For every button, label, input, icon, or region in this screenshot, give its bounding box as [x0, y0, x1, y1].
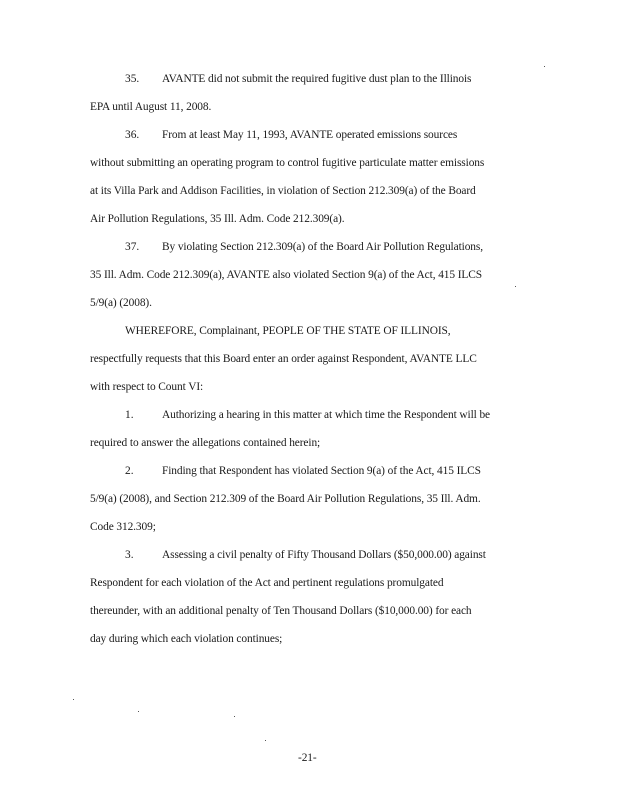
request-3-line: day during which each violation continues;	[90, 633, 283, 645]
request-2-line: Finding that Respondent has violated Section 9(a) of the Act, 415 ILCS	[162, 465, 481, 477]
paragraph-36-number: 36.	[125, 129, 140, 141]
request-1-line: required to answer the allegations contained herein;	[90, 437, 321, 449]
scan-speck	[515, 286, 516, 287]
paragraph-36-line: From at least May 11, 1993, AVANTE operated emissions sources	[162, 129, 458, 141]
wherefore-line: with respect to Count VI:	[90, 381, 204, 393]
paragraph-37-line: By violating Section 212.309(a) of the Board Air Pollution Regulations,	[162, 241, 483, 253]
paragraph-37-line: 35 Ill. Adm. Code 212.309(a), AVANTE also violated Section 9(a) of the Act, 415 ILCS	[90, 269, 483, 281]
paragraph-35-number: 35.	[125, 73, 140, 85]
scan-speck	[265, 740, 266, 741]
request-3-number: 3.	[125, 549, 134, 561]
request-2-line: 5/9(a) (2008), and Section 212.309 of the Board Air Pollution Regulations, 35 Ill. Adm.	[90, 493, 481, 505]
request-1-number: 1.	[125, 409, 134, 421]
scan-speck	[544, 66, 545, 67]
paragraph-36-line: Air Pollution Regulations, 35 Ill. Adm. Code 212.309(a).	[90, 213, 345, 225]
request-2-number: 2.	[125, 465, 134, 477]
scan-speck	[234, 716, 235, 717]
wherefore-line: respectfully requests that this Board enter an order against Respondent, AVANTE LLC	[90, 353, 477, 365]
scan-speck	[138, 711, 139, 712]
request-3-line: Respondent for each violation of the Act and pertinent regulations promulgated	[90, 577, 444, 589]
paragraph-35-line: AVANTE did not submit the required fugitive dust plan to the Illinois	[162, 73, 472, 85]
request-3-line: Assessing a civil penalty of Fifty Thousand Dollars ($50,000.00) against	[162, 549, 486, 561]
request-1-line: Authorizing a hearing in this matter at which time the Respondent will be	[162, 409, 491, 421]
scan-speck	[73, 699, 74, 700]
wherefore-line: WHEREFORE, Complainant, PEOPLE OF THE STATE OF ILLINOIS,	[125, 325, 451, 337]
paragraph-37-number: 37.	[125, 241, 140, 253]
paragraph-36-line: at its Villa Park and Addison Facilities, in violation of Section 212.309(a) of the Board	[90, 185, 476, 197]
request-2-line: Code 312.309;	[90, 521, 156, 533]
request-3-line: thereunder, with an additional penalty of Ten Thousand Dollars ($10,000.00) for each	[90, 605, 472, 617]
paragraph-37-line: 5/9(a) (2008).	[90, 297, 152, 309]
page-number: -21-	[298, 752, 317, 764]
paragraph-35-line: EPA until August 11, 2008.	[90, 101, 212, 113]
paragraph-36-line: without submitting an operating program to control fugitive particulate matter emissions	[90, 157, 485, 169]
